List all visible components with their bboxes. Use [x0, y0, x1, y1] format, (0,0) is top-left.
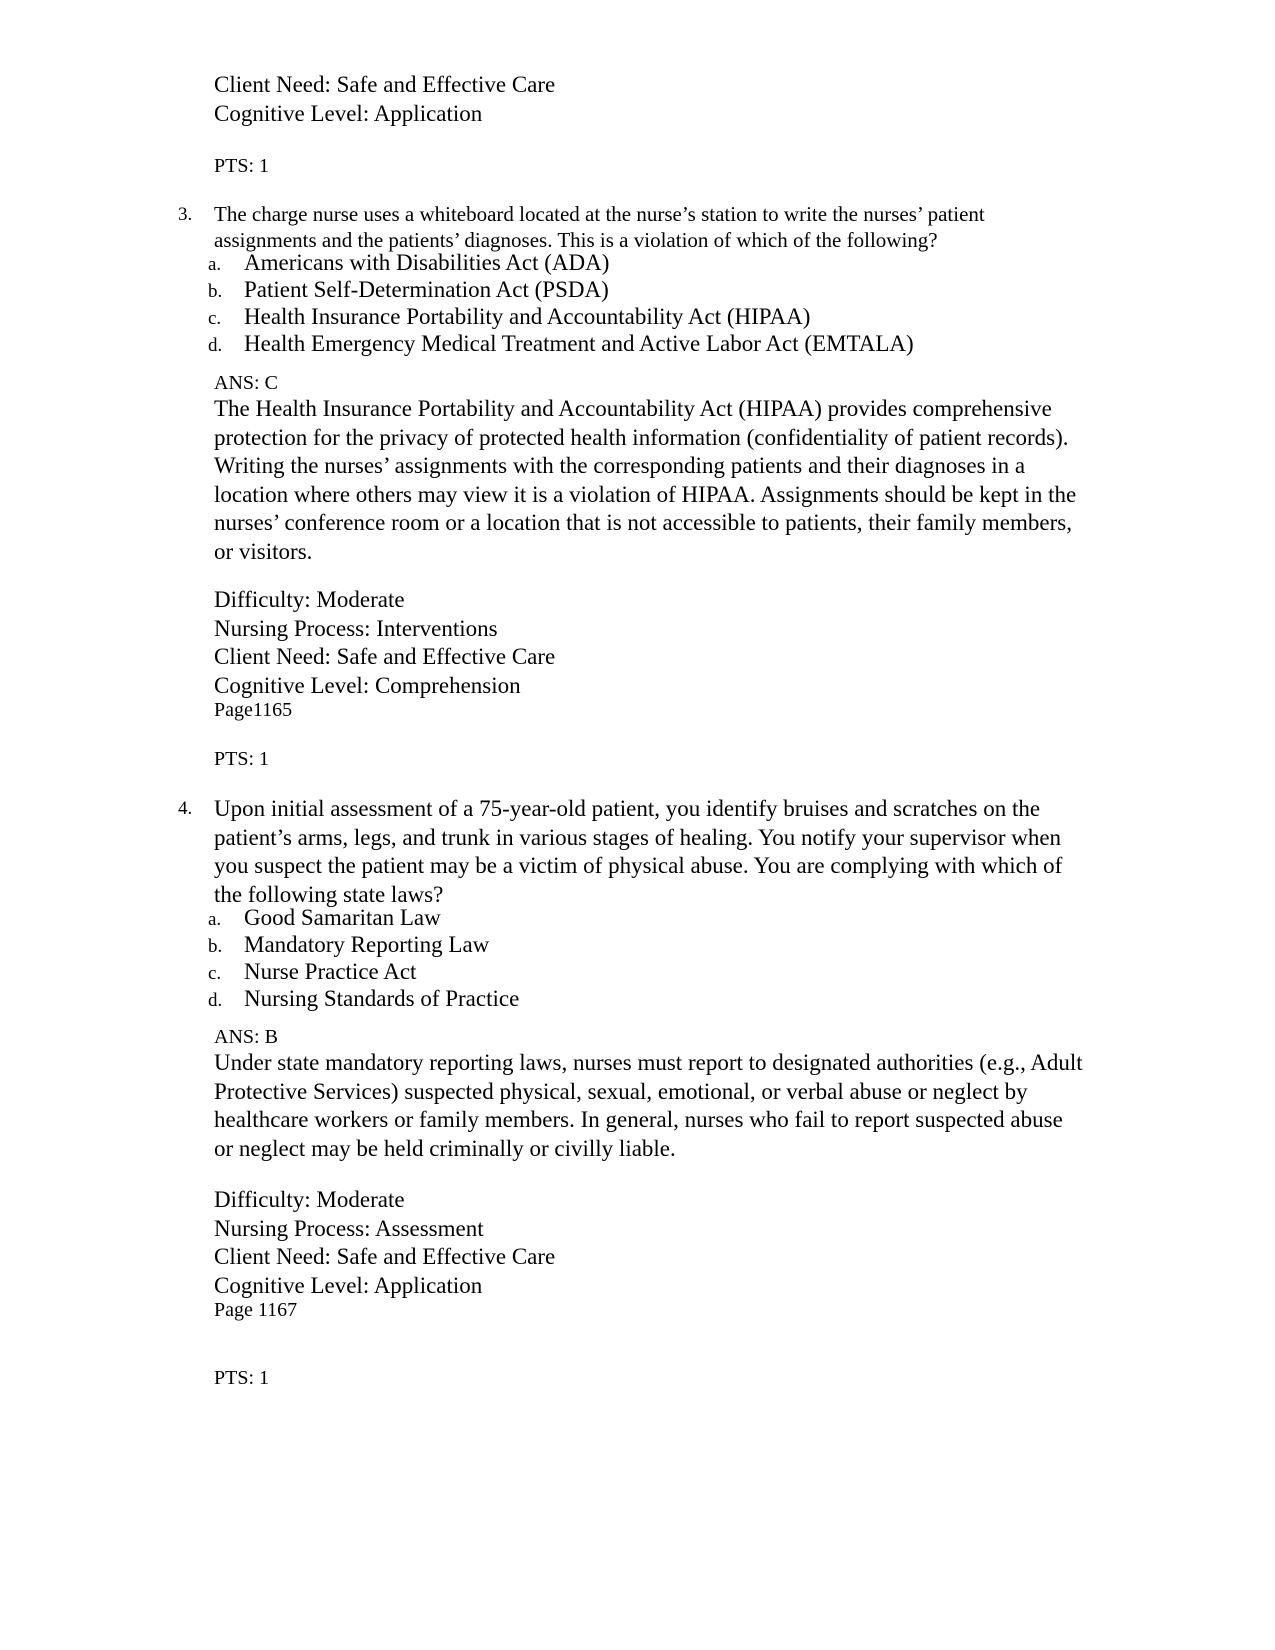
q4-page-ref: Page 1167 — [214, 1299, 298, 1321]
choice-letter: b. — [208, 936, 223, 957]
rationale-line: healthcare workers or family members. In general, nurses who fail to report suspected abuse — [214, 1107, 1063, 1132]
q4-number: 4. — [178, 798, 193, 819]
q4-stem-line: Upon initial assessment of a 75-year-old patient, you identify bruises and scratches on the — [214, 796, 1041, 821]
q4-pts: PTS: 1 — [214, 1367, 270, 1389]
choice-letter: b. — [208, 281, 223, 302]
choice-text: Health Insurance Portability and Accountability Act (HIPAA) — [244, 304, 811, 329]
rationale-line: protection for the privacy of protected health information (confidentiality of patient records). — [214, 424, 1069, 450]
q3-choice-c — [208, 304, 914, 331]
choice-text: Nurse Practice Act — [244, 959, 417, 984]
rationale-line: location where others may view it is a violation of HIPAA. Assignments should be kept in the — [214, 481, 1077, 507]
q3-difficulty: Difficulty: Moderate — [214, 587, 405, 612]
q3-choice-a — [208, 250, 914, 277]
q3-page-ref: Page1165 — [214, 699, 293, 721]
q3-answer: ANS: C — [214, 372, 278, 394]
choice-letter: d. — [208, 990, 223, 1011]
rationale-line: Under state mandatory reporting laws, nurses must report to designated authorities (e.g., Adult — [214, 1050, 1083, 1075]
choice-letter: d. — [208, 335, 223, 356]
q2-cognitive-level: Cognitive Level: Application — [214, 100, 483, 126]
q3-rationale — [214, 395, 1076, 566]
q4-stem-line: you suspect the patient may be a victim of physical abuse. You are complying with which of — [214, 853, 1063, 878]
choice-letter: c. — [208, 963, 222, 984]
choice-letter: a. — [208, 254, 222, 275]
q2-pts: PTS: 1 — [214, 155, 270, 177]
rationale-line: Protective Services) suspected physical, sexual, emotional, or verbal abuse or neglect by — [214, 1078, 1028, 1104]
q3-choices — [208, 250, 914, 358]
q4-choice-b — [208, 932, 519, 959]
q3-meta — [214, 586, 555, 700]
choice-text: Mandatory Reporting Law — [244, 932, 490, 957]
rationale-line: nurses’ conference room or a location that is not accessible to patients, their family members, — [214, 510, 1072, 535]
q4-choices — [208, 905, 519, 1013]
q3-choice-b — [208, 277, 914, 304]
q4-choice-d — [208, 986, 519, 1013]
q4-stem — [214, 795, 1062, 909]
q4-rationale — [214, 1049, 1083, 1163]
q3-client-need: Client Need: Safe and Effective Care — [214, 644, 556, 669]
q3-nursing-process: Nursing Process: Interventions — [214, 615, 498, 641]
choice-text: Good Samaritan Law — [244, 905, 441, 930]
q3-cognitive-level: Cognitive Level: Comprehension — [214, 672, 521, 698]
choice-text: Nursing Standards of Practice — [244, 986, 520, 1011]
q3-stem — [214, 201, 985, 253]
rationale-line: Writing the nurses’ assignments with the corresponding patients and their diagnoses in a — [214, 453, 1026, 478]
q3-stem-line: The charge nurse uses a whiteboard located at the nurse’s station to write the nurses’ patient — [214, 202, 985, 226]
q3-number: 3. — [178, 204, 193, 225]
q4-cognitive-level: Cognitive Level: Application — [214, 1272, 483, 1298]
q2-client-need: Client Need: Safe and Effective Care — [214, 72, 556, 97]
q4-stem-line: patient’s arms, legs, and trunk in various stages of healing. You notify your supervisor when — [214, 824, 1062, 850]
q4-difficulty: Difficulty: Moderate — [214, 1187, 405, 1212]
choice-letter: c. — [208, 308, 222, 329]
q4-choice-a — [208, 905, 519, 932]
choice-letter: a. — [208, 909, 222, 930]
q3-stem-line: assignments and the patients’ diagnoses. This is a violation of which of the following? — [214, 228, 938, 252]
q4-answer: ANS: B — [214, 1026, 278, 1048]
choice-text: Americans with Disabilities Act (ADA) — [244, 250, 610, 275]
rationale-line: or visitors. — [214, 538, 313, 564]
rationale-line: The Health Insurance Portability and Accountability Act (HIPAA) provides comprehensive — [214, 396, 1052, 421]
rationale-line: or neglect may be held criminally or civilly liable. — [214, 1135, 676, 1161]
q3-choice-d — [208, 331, 914, 358]
q4-stem-line: the following state laws? — [214, 881, 444, 907]
q4-meta — [214, 1186, 555, 1300]
choice-text: Patient Self-Determination Act (PSDA) — [244, 277, 609, 302]
choice-text: Health Emergency Medical Treatment and Active Labor Act (EMTALA) — [244, 331, 914, 356]
q4-client-need: Client Need: Safe and Effective Care — [214, 1244, 556, 1269]
q4-choice-c — [208, 959, 519, 986]
q2-meta — [214, 71, 555, 128]
q4-nursing-process: Nursing Process: Assessment — [214, 1215, 484, 1241]
q3-pts: PTS: 1 — [214, 748, 270, 770]
